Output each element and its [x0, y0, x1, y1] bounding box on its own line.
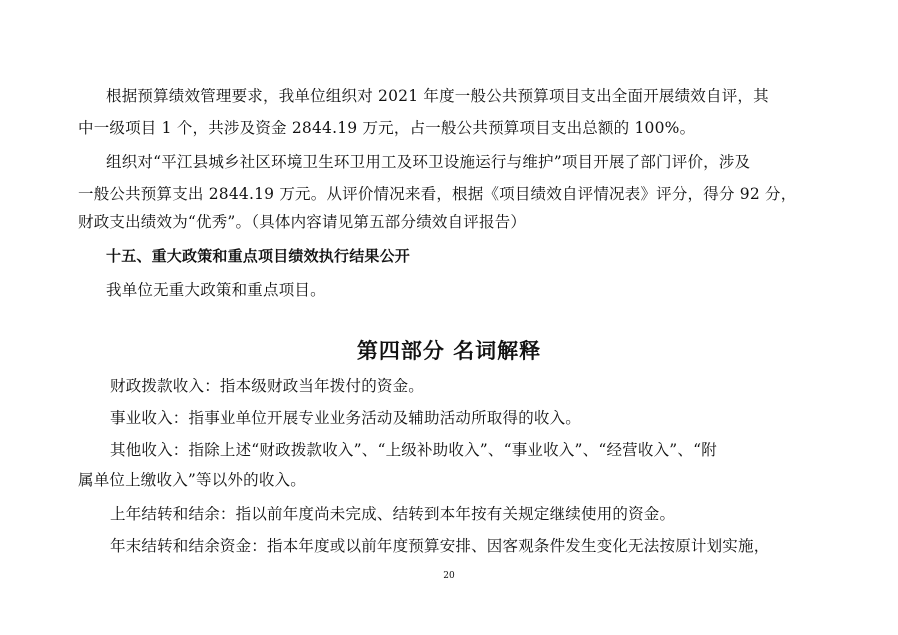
paragraph-2-line-3: 财政支出绩效为“优秀”。（具体内容请见第五部分绩效自评报告）	[78, 213, 527, 231]
part-4-title: 第四部分 名词解释	[356, 339, 542, 363]
paragraph-1-line-1: 根据预算绩效管理要求，我单位组织对 2021 年度一般公共预算项目支出全面开展绩效自评，其	[106, 87, 769, 105]
paragraph-2-line-2: 一般公共预算支出 2844.19 万元。从评价情况来看，根据《项目绩效自评情况表》评分，得分 92 分，	[78, 185, 797, 203]
paragraph-2-line-1: 组织对“平江县城乡社区环境卫生环卫用工及环卫设施运行与维护”项目开展了部门评价，涉及	[106, 153, 751, 171]
definition-prior-year-carryover: 上年结转和结余：指以前年度尚未完成、结转到本年按有关规定继续使用的资金。	[110, 505, 676, 523]
definition-business-income: 事业收入：指事业单位开展专业业务活动及辅助活动所取得的收入。	[110, 409, 582, 427]
definition-fiscal-appropriation: 财政拨款收入：指本级财政当年拨付的资金。	[110, 377, 425, 395]
section-15-heading: 十五、重大政策和重点项目绩效执行结果公开	[106, 247, 411, 265]
definition-other-income-line-2: 属单位上缴收入”等以外的收入。	[78, 471, 306, 489]
definition-year-end-carryover: 年末结转和结余资金：指本年度或以前年度预算安排、因客观条件发生变化无法按原计划实施，	[110, 537, 770, 555]
definition-other-income-line-1: 其他收入：指除上述“财政拨款收入”、“上级补助收入”、“事业收入”、“经营收入”、“附	[110, 441, 717, 459]
page-number: 20	[443, 571, 455, 581]
section-15-body: 我单位无重大政策和重点项目。	[106, 281, 326, 299]
paragraph-1-line-2: 中一级项目 1 个，共涉及资金 2844.19 万元，占一般公共预算项目支出总额的 100%。	[78, 119, 696, 137]
